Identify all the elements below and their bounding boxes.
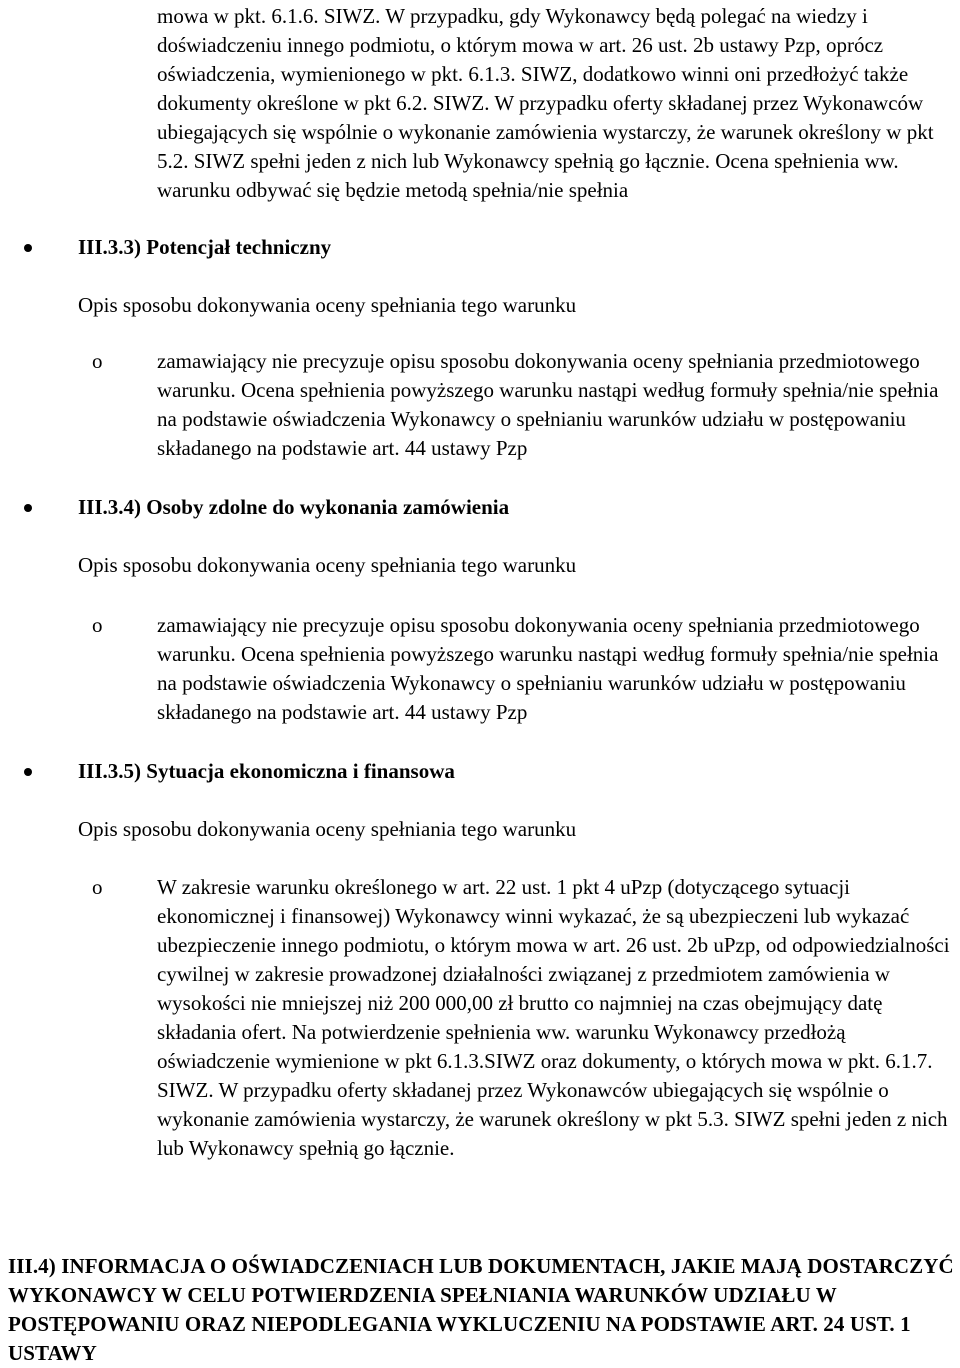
section-heading: III.3.5) Sytuacja ekonomiczna i finansowa (78, 759, 455, 783)
circle-bullet-icon: o (92, 349, 103, 373)
circle-bullet-icon: o (92, 613, 103, 637)
bullet-icon (24, 768, 32, 776)
top-paragraph: mowa w pkt. 6.1.6. SIWZ. W przypadku, gdy Wykonawcy będą polegać na wiedzy i doświadczeniu innego podmiotu, o którym mowa w art. 26 ust. 2b ustawy Pzp, oprócz oświadczenia, wymienionego w pkt. 6.1.3. SIWZ, dodatkowo winni oni przedłożyć także dokumenty określone w pkt 6.2. SIWZ. W przypadku oferty składanej przez Wykonawców ubiegających się wspólnie o wykonanie zamówienia wystarczy, że warunek określony w pkt 5.2. SIWZ spełni jeden z nich lub Wykonawcy spełnią go łącznie. Ocena spełnienia ww. warunku odbywać się będzie metodą spełnia/nie spełnia (157, 4, 934, 202)
sub-item-text: zamawiający nie precyzuje opisu sposobu dokonywania oceny spełniania przedmiotowego warunku. Ocena spełnienia powyższego warunku nastąpi według formuły spełnia/nie spełnia na podstawie oświadczenia Wykonawcy o spełnianiu warunków udziału w postępowaniu składanego na podstawie art. 44 ustawy Pzp (157, 613, 939, 724)
assessment-method-label: Opis sposobu dokonywania oceny spełniania tego warunku (78, 293, 577, 317)
bullet-icon (24, 504, 32, 512)
section-heading: III.3.4) Osoby zdolne do wykonania zamówienia (78, 495, 510, 519)
sub-item-text: zamawiający nie precyzuje opisu sposobu dokonywania oceny spełniania przedmiotowego warunku. Ocena spełnienia powyższego warunku nastąpi według formuły spełnia/nie spełnia na podstawie oświadczenia Wykonawcy o spełnianiu warunków udziału w postępowaniu składanego na podstawie art. 44 ustawy Pzp (157, 349, 939, 460)
assessment-method-label: Opis sposobu dokonywania oceny spełniania tego warunku (78, 817, 577, 841)
section-heading-row (0, 757, 960, 786)
circle-bullet-icon: o (92, 875, 103, 899)
assessment-method-label: Opis sposobu dokonywania oceny spełniania tego warunku (78, 553, 577, 577)
section-heading: III.3.3) Potencjał techniczny (78, 235, 332, 259)
sub-item-text: W zakresie warunku określonego w art. 22 ust. 1 pkt 4 uPzp (dotyczącego sytuacji ekonomicznej i finansowej) Wykonawcy winni wykazać, że są ubezpieczeni lub wykazać ubezpieczenie innego podmiotu, o którym mowa w art. 26 ust. 2b uPzp, od odpowiedzialności cywilnej w zakresie prowadzonej działalności związanej z przedmiotem zamówienia w wysokości nie mniejszej niż 200 000,00 zł brutto co najmniej na czas obejmujący datę składania ofert. Na potwierdzenie spełnienia ww. warunku Wykonawcy przedłożą oświadczenie wymienione w pkt 6.1.3.SIWZ oraz dokumenty, o których mowa w pkt. 6.1.7. SIWZ. W przypadku oferty składanej przez Wykonawców ubiegających się wspólnie o wykonanie zamówienia wystarczy, że warunek określony w pkt 5.3. SIWZ spełni jeden z nich lub Wykonawcy spełnią go łącznie. (157, 875, 950, 1160)
bullet-icon (24, 244, 32, 252)
section-heading-iii-4: III.4) INFORMACJA O OŚWIADCZENIACH LUB DOKUMENTACH, JAKIE MAJĄ DOSTARCZYĆ WYKONAWCY W CELU POTWIERDZENIA SPEŁNIANIA WARUNKÓW UDZIAŁU W POSTĘPOWANIU ORAZ NIEPODLEGANIA WYKLUCZENIU NA PODSTAWIE ART. 24 UST. 1 USTAWY (8, 1254, 954, 1365)
section-heading-row (0, 493, 960, 522)
section-heading-row (0, 233, 960, 262)
